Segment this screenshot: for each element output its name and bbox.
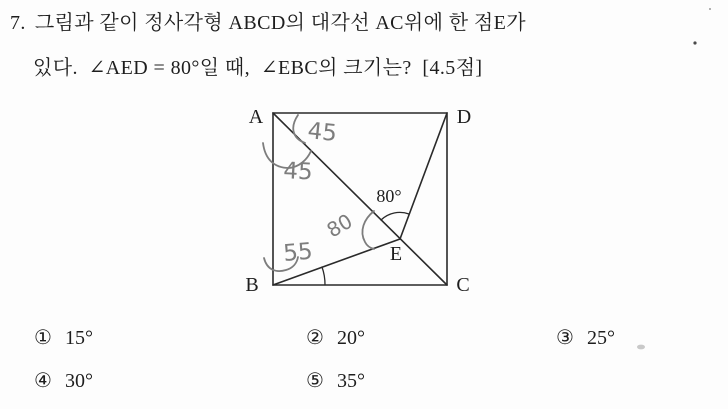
option-4-value: 30° (64, 370, 93, 392)
question-text-2: 있다. ∠AED = 80°일 때, ∠EBC의 크기는? [4.5점] (33, 57, 483, 79)
option-2-marker: ② (306, 325, 324, 349)
vertex-label-b: B (245, 274, 259, 296)
option-5-marker: ⑤ (306, 368, 324, 392)
option-3 (556, 325, 615, 350)
vertex-label-d: D (456, 106, 472, 128)
speck-smudge (637, 345, 645, 350)
handwritten-arc-e (362, 211, 374, 249)
option-4 (34, 368, 93, 393)
angle-arc-ebc (322, 267, 325, 285)
handwritten-45-bottom: 45 (282, 158, 314, 186)
speck-dot (693, 41, 696, 44)
vertex-label-e: E (389, 243, 403, 265)
vertex-label-a: A (248, 106, 264, 128)
question-text-1: 그림과 같이 정사각형 ABCD의 대각선 AC위에 한 점E가 (34, 12, 526, 34)
option-3-marker: ③ (556, 325, 574, 349)
option-1-marker: ① (34, 325, 52, 349)
question-number: 7. (10, 12, 26, 34)
option-2 (306, 325, 365, 350)
option-4-marker: ④ (34, 368, 52, 392)
line-de (400, 113, 447, 239)
handwritten-55: 55 (282, 238, 314, 267)
option-2-value: 20° (336, 327, 365, 349)
vertex-label-c: C (456, 274, 470, 296)
handwritten-45-top: 45 (306, 118, 339, 148)
option-5 (306, 368, 365, 393)
angle-arc-aed (381, 212, 409, 220)
printed-angle-80-label: 80° (376, 186, 402, 206)
handwritten-arc-a-small (293, 115, 305, 143)
scan-artifacts (637, 8, 711, 349)
speck-dot-small (709, 8, 711, 10)
option-1-value: 15° (64, 327, 93, 349)
handwritten-80: 80 (322, 208, 357, 243)
option-3-value: 25° (586, 327, 615, 349)
option-1 (34, 325, 93, 350)
option-5-value: 35° (336, 370, 365, 392)
